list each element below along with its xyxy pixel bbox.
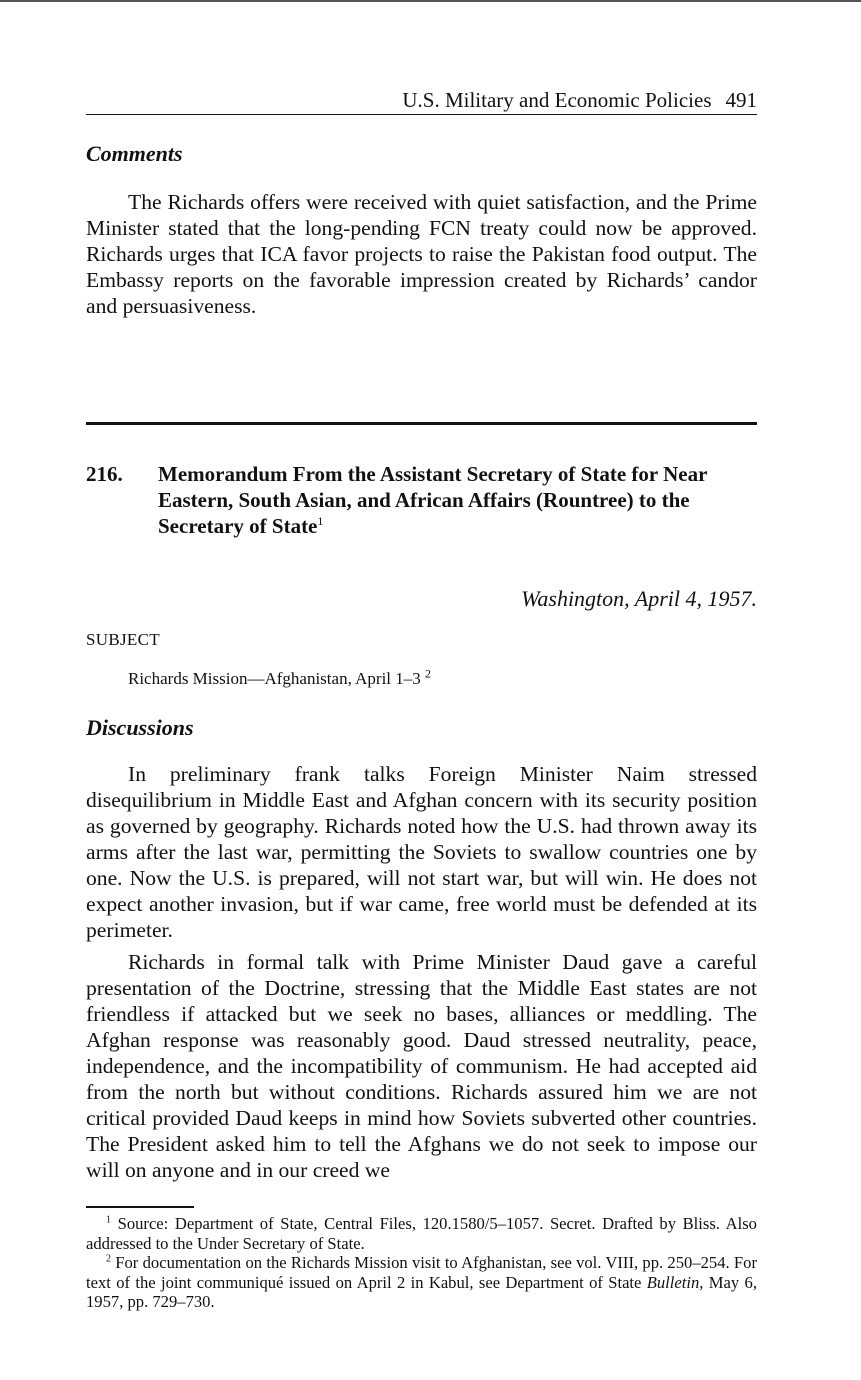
footnotes bbox=[86, 1214, 757, 1312]
comments-paragraph: The Richards offers were received with quiet satisfaction, and the Prime Minister stated that the long-pending FCN treaty could now be approved. Richards urges that ICA favor projects to raise the Pakistan food output. The Embassy reports on the favorable impression created by Richards’ candor and persuasiveness. bbox=[86, 190, 757, 318]
discussions-heading: Discussions bbox=[86, 715, 194, 740]
footnote-text: Source: Department of State, Central Files, 120.1580/5–1057. Secret. Drafted by Bliss. Also addressed to the Under Secretary of State. bbox=[86, 1214, 757, 1253]
footnote-text: For documentation on the Richards Mission visit to Afghanistan, see vol. VIII, pp. 250–254. For text of the joint communiqué issued on April 2 in Kabul, see Department of State bbox=[86, 1253, 757, 1292]
footnote-1 bbox=[86, 1214, 757, 1253]
footnote-marker: 1 bbox=[106, 1214, 111, 1226]
footnote-italic-title: Bulletin, bbox=[646, 1272, 704, 1292]
document-title-text: Memorandum From the Assistant Secretary of State for Near Eastern, South Asian, and African Affairs (Rountree) to the Secretary of State bbox=[158, 462, 708, 538]
subject-line bbox=[128, 668, 431, 690]
dateline: Washington, April 4, 1957. bbox=[521, 586, 757, 611]
footnote-2 bbox=[86, 1253, 757, 1312]
page-number: 491 bbox=[725, 88, 757, 112]
document-title bbox=[158, 461, 758, 539]
footnote-rule bbox=[86, 1206, 194, 1208]
section-divider bbox=[86, 422, 757, 425]
footnote-text-end: May 6, 1957, pp. 729–730. bbox=[86, 1272, 757, 1311]
running-head-title: U.S. Military and Economic Policies bbox=[402, 88, 712, 112]
subject-text: Richards Mission—Afghanistan, April 1–3 bbox=[128, 669, 421, 688]
footnote-ref-2: 2 bbox=[425, 666, 432, 681]
subject-label: SUBJECT bbox=[86, 630, 160, 649]
comments-heading: Comments bbox=[86, 141, 183, 166]
running-head bbox=[86, 86, 757, 115]
discussion-paragraph: In preliminary frank talks Foreign Minister Naim stressed disequilibrium in Middle East and Afghan concern with its security position as governed by geography. Richards noted how the U.S. had thrown away its arms after the last war, permitting the Soviets to swallow countries one by one. Now the U.S. is prepared, will not start war, but will win. He does not expect another invasion, but if war came, free world must be defended at its perimeter. bbox=[86, 762, 757, 942]
footnote-ref-1: 1 bbox=[317, 514, 324, 528]
footnote-marker: 2 bbox=[106, 1253, 111, 1265]
scan-top-edge bbox=[0, 0, 861, 2]
discussion-paragraph: Richards in formal talk with Prime Minister Daud gave a careful presentation of the Doctrine, stressing that the Middle East states are not friendless if attacked but we seek no bases, alliances or meddling. The Afghan response was reasonably good. Daud stressed neutrality, peace, independence, and the incompatibility of communism. He had accepted aid from the north but without conditions. Richards assured him we are not critical provided Daud keeps in mind how Soviets subverted other countries. The President asked him to tell the Afghans we do not seek to impose our will on anyone and in our creed we bbox=[86, 950, 757, 1182]
document-number: 216. bbox=[86, 462, 123, 486]
